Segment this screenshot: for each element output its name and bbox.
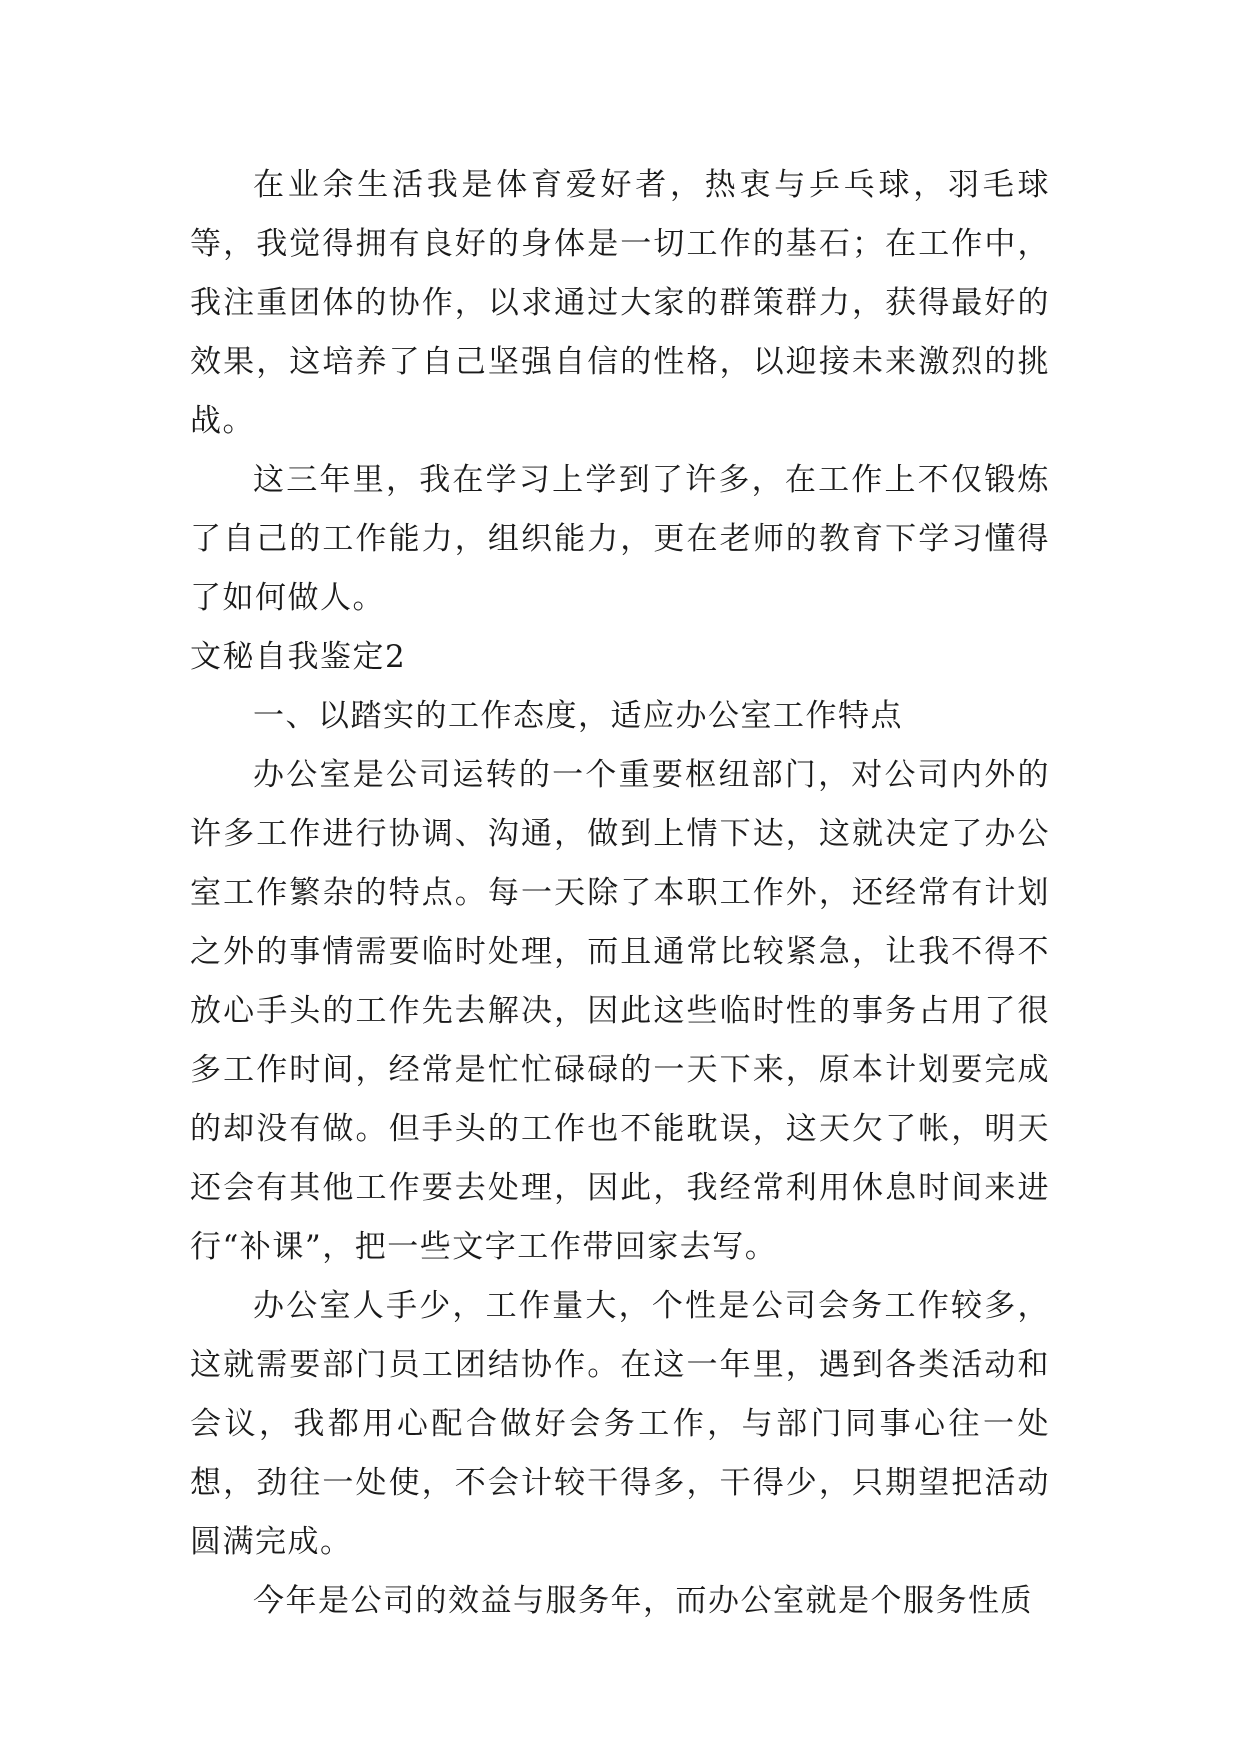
document-body — [190, 156, 1050, 1631]
paragraph-service-year: 今年是公司的效益与服务年，而办公室就是个服务性质 — [253, 1583, 1033, 1619]
paragraph-three-years: 这三年里，我在学习上学到了许多，在工作上不仅锻炼了自己的工作能力，组织能力，更在老师的教育下学习懂得了如何做人。 — [190, 462, 1050, 616]
paragraph-teamwork: 办公室人手少，工作量大，个性是公司会务工作较多，这就需要部门员工团结协作。在这一年里，遇到各类活动和会议，我都用心配合做好会务工作，与部门同事心往一处想，劲往一处使，不会计较干得多，干得少，只期望把活动圆满完成。 — [190, 1288, 1050, 1560]
section-title: 文秘自我鉴定2 — [190, 639, 407, 675]
paragraph-office-hub: 办公室是公司运转的一个重要枢纽部门，对公司内外的许多工作进行协调、沟通，做到上情下达，这就决定了办公室工作繁杂的特点。每一天除了本职工作外，还经常有计划之外的事情需要临时处理，而且通常比较紧急，让我不得不放心手头的工作先去解决，因此这些临时性的事务占用了很多工作时间，经常是忙忙碌碌的一天下来，原本计划要完成的却没有做。但手头的工作也不能耽误，这天欠了帐，明天还会有其他工作要去处理，因此，我经常利用休息时间来进行“补课”，把一些文字工作带回家去写。 — [190, 757, 1050, 1265]
subsection-title: 一、以踏实的工作态度，适应办公室工作特点 — [253, 698, 903, 734]
paragraph-hobbies: 在业余生活我是体育爱好者，热衷与乒乓球，羽毛球等，我觉得拥有良好的身体是一切工作的基石；在工作中，我注重团体的协作，以求通过大家的群策群力，获得最好的效果，这培养了自己坚强自信的性格，以迎接未来激烈的挑战。 — [190, 167, 1050, 439]
